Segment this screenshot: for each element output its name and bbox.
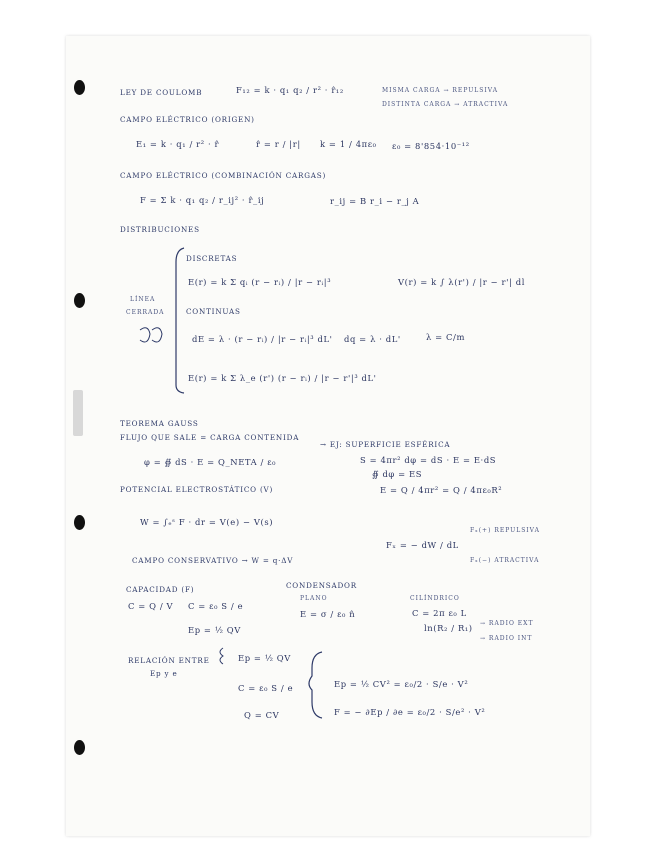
radius-int: → RADIO INT: [480, 635, 533, 642]
cylindrical-ln: ln(R₂ / R₁): [424, 623, 473, 633]
side-label-strip: [73, 390, 83, 436]
epsilon-value: ε₀ = 8'854·10⁻¹²: [392, 141, 470, 151]
gauss-title: TEOREMA GAUSS: [120, 419, 199, 428]
force-equation: Fₓ = − dW / dL: [386, 540, 459, 550]
dq-equation: dq = λ · dL': [344, 334, 401, 344]
relation-title: RELACIÓN ENTRE: [128, 656, 210, 665]
discrete-equation: E(r) = k Σ qᵢ (r − rᵢ) / |r − rᵢ|³: [188, 277, 332, 287]
gauss-equation: φ = ∯ dS · E = Q_NETA / ε₀: [144, 457, 277, 467]
sphere-equation-2: ∯ dφ = ES: [372, 469, 423, 479]
k-definition: k = 1 / 4πε₀: [320, 139, 377, 149]
linea-label: LÍNEA: [130, 296, 156, 303]
cerrada-label: CERRADA: [126, 309, 165, 316]
binder-hole: [74, 293, 85, 308]
binder-hole: [74, 80, 85, 95]
cylindrical-label: CILÍNDRICO: [410, 595, 460, 602]
capacity-title: CAPACIDAD (F): [126, 585, 195, 594]
cylindrical-equation: C = 2π ε₀ L: [412, 608, 467, 618]
relation-eq-1: Ep = ½ QV: [238, 653, 291, 663]
result-eq-2: F = − ∂Ep / ∂e = ε₀/2 · S/e² · V²: [334, 707, 486, 717]
combo-vector: r_ij = B r_i − r_j A: [330, 196, 420, 206]
coulomb-note-repulsive: MISMA CARGA → REPULSIVA: [382, 87, 499, 94]
coulomb-note-attractive: DISTINTA CARGA → ATRACTIVA: [382, 101, 509, 108]
relation-eq-2: C = ε₀ S / e: [238, 683, 294, 693]
potential-integral: V(r) = k ∫ λ(r') / |r − r'| dl: [398, 277, 525, 287]
force-attractive: Fₓ(−) ATRACTIVA: [470, 557, 540, 564]
distributions-title: DISTRIBUCIONES: [120, 225, 200, 234]
plane-equation: E = σ / ε₀ n̂: [300, 609, 356, 619]
force-repulsive: Fₓ(+) REPULSIVA: [470, 527, 540, 534]
distributed-equation: E(r) = k Σ λ_e (r') (r − rᵢ) / |r − r'|³ dL': [188, 373, 377, 383]
result-eq-1: Ep = ½ CV² = ε₀/2 · S/e · V²: [334, 679, 469, 689]
field-equation: E₁ = k · q₁ / r² · r̂: [136, 139, 220, 149]
coulomb-equation: F₁₂ = k · q₁ q₂ / r² · r̂₁₂: [236, 85, 344, 95]
capacity-energy: Ep = ½ QV: [188, 625, 241, 635]
gauss-subtitle: FLUJO QUE SALE = CARGA CONTENIDA: [120, 433, 300, 442]
field-title: CAMPO ELÉCTRICO (ORIGEN): [120, 115, 255, 124]
sphere-title: → EJ: SUPERFICIE ESFÉRICA: [320, 440, 451, 449]
relation-eq-3: Q = CV: [244, 710, 280, 720]
lambda-units: λ = C/m: [426, 332, 466, 342]
combo-equation: F = Σ k · q₁ q₂ / r_ij² · r̂_ij: [140, 195, 265, 205]
potential-title: POTENCIAL ELECTROSTÁTICO (V): [120, 485, 274, 494]
sphere-equation-1: S = 4πr² dφ = dS · E = E·dS: [360, 455, 497, 465]
binder-hole: [74, 740, 85, 755]
discrete-label: DISCRETAS: [186, 254, 238, 263]
conservative-field: CAMPO CONSERVATIVO → W = q·ΔV: [132, 556, 294, 565]
relation-subtitle: Ep y e: [150, 669, 178, 678]
work-equation: W = ∫ₑˢ F · dr = V(e) − V(s): [140, 517, 274, 527]
condenser-title: CONDENSADOR: [286, 581, 357, 590]
coulomb-title: LEY DE COULOMB: [120, 88, 203, 97]
continuous-label: CONTINUAS: [186, 307, 241, 316]
binder-hole: [74, 515, 85, 530]
continuous-equation: dE = λ · (r − rᵢ) / |r − rᵢ|³ dL': [192, 334, 333, 344]
radius-ext: → RADIO EXT: [480, 620, 534, 627]
capacity-eq-1: C = Q / V: [128, 601, 174, 611]
plane-label: PLANO: [300, 595, 328, 602]
combo-title: CAMPO ELÉCTRICO (COMBINACIÓN CARGAS): [120, 171, 327, 180]
capacity-eq-2: C = ε₀ S / e: [188, 601, 244, 611]
unit-vector-def: r̂ = r / |r|: [256, 139, 301, 149]
sphere-equation-3: E = Q / 4πr² = Q / 4πε₀R²: [380, 485, 503, 495]
